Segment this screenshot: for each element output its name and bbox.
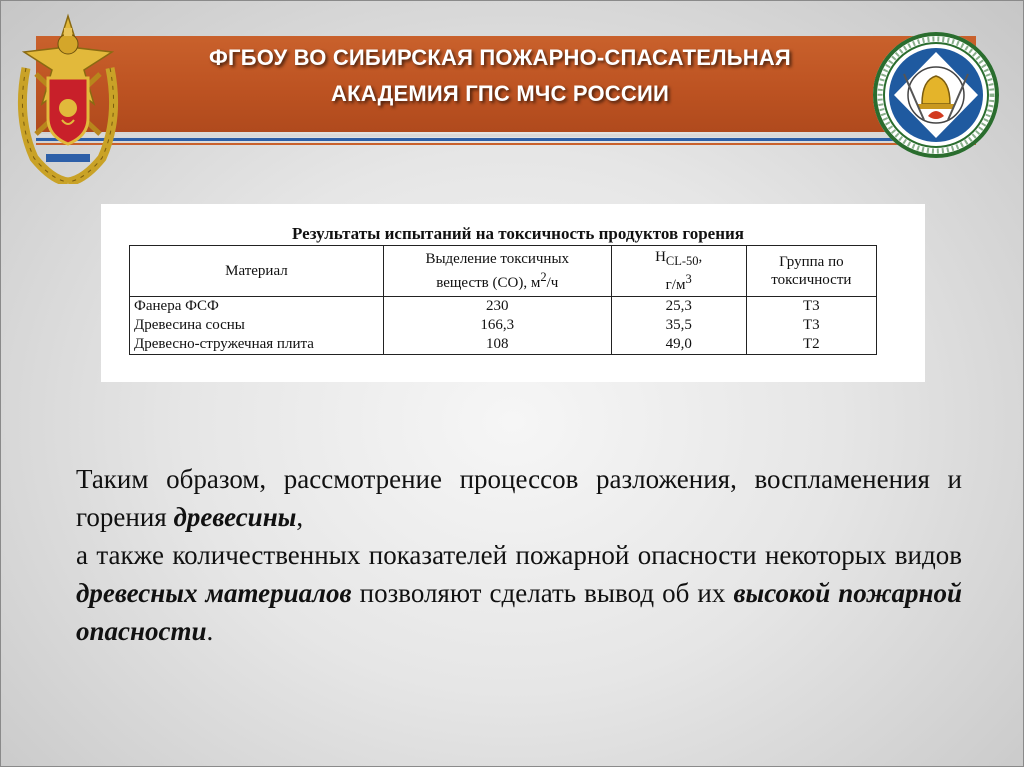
cell-emission: 166,3 — [383, 316, 611, 335]
cell-material: Древесина сосны — [130, 316, 384, 335]
p2-text-b: позволяют сделать вывод об их — [351, 578, 734, 608]
cell-hcl50: 25,3 — [611, 297, 746, 317]
header-hcl-main: H — [655, 249, 666, 265]
title-line-1: ФГБОУ ВО СИБИРСКАЯ ПОЖАРНО-СПАСАТЕЛЬНАЯ — [209, 45, 791, 70]
header-hcl-unit-sup: 3 — [685, 272, 692, 286]
header-material-label: Материал — [225, 263, 288, 279]
cell-group: Т3 — [746, 297, 876, 317]
header-emission-sup: 2 — [540, 270, 547, 284]
slide-title — [150, 40, 850, 112]
p1-end: , — [296, 502, 304, 532]
academy-round-seal-emblem — [868, 30, 1004, 160]
cell-hcl50: 35,5 — [611, 316, 746, 335]
cell-material: Фанера ФСФ — [130, 297, 384, 317]
p1-emphasis: древесины — [173, 502, 297, 532]
toxicity-results-table — [129, 245, 877, 355]
header-emission-line1: Выделение токсичных — [425, 251, 570, 267]
header-hcl-comma: , — [698, 249, 703, 265]
table-title: Результаты испытаний на токсичность продуктов горения — [291, 224, 744, 243]
title-line-2: АКАДЕМИЯ ГПС МЧС РОССИИ — [331, 81, 669, 106]
cell-group: Т2 — [746, 335, 876, 355]
header-hcl-unit: г/м — [665, 277, 686, 293]
header-stripe-white — [36, 134, 976, 137]
table-row — [130, 297, 877, 317]
cell-emission: 108 — [383, 335, 611, 355]
p2-end: . — [206, 616, 214, 646]
header-stripe-blue — [36, 138, 976, 141]
p2-emphasis-2: высокой пожарной опасности — [76, 578, 962, 646]
header-stripe-orange — [36, 143, 976, 145]
toxicity-table-card — [101, 204, 925, 382]
header-group — [746, 246, 876, 297]
header-hcl50 — [611, 246, 746, 297]
header-emission-tail: /ч — [546, 275, 559, 291]
cell-emission: 230 — [383, 297, 611, 317]
p2-text-a: а также количественных показателей пожарной опасности некоторых видов — [76, 540, 962, 570]
cell-material: Древесно-стружечная плита — [130, 335, 384, 355]
conclusion-paragraph-2 — [76, 536, 962, 650]
conclusion-text — [76, 460, 962, 650]
header-group-line2: токсичности — [771, 272, 852, 288]
header-group-line1: Группа по — [779, 254, 844, 270]
table-header-row — [130, 246, 877, 297]
p1-text: Таким образом, рассмотрение процессов разложения, воспламенения и горения — [76, 464, 962, 532]
cell-hcl50: 49,0 — [611, 335, 746, 355]
header-hcl-sub: CL-50 — [665, 254, 699, 268]
p2-emphasis-1: древесных материалов — [76, 578, 352, 608]
header-emission — [383, 246, 611, 297]
table-row — [130, 335, 877, 355]
mchs-coat-of-arms-emblem — [12, 8, 124, 184]
table-row — [130, 316, 877, 335]
cell-group: Т3 — [746, 316, 876, 335]
header-material — [130, 246, 384, 297]
conclusion-paragraph-1 — [76, 460, 962, 536]
header-emission-line2: веществ (CO), м — [436, 275, 541, 291]
